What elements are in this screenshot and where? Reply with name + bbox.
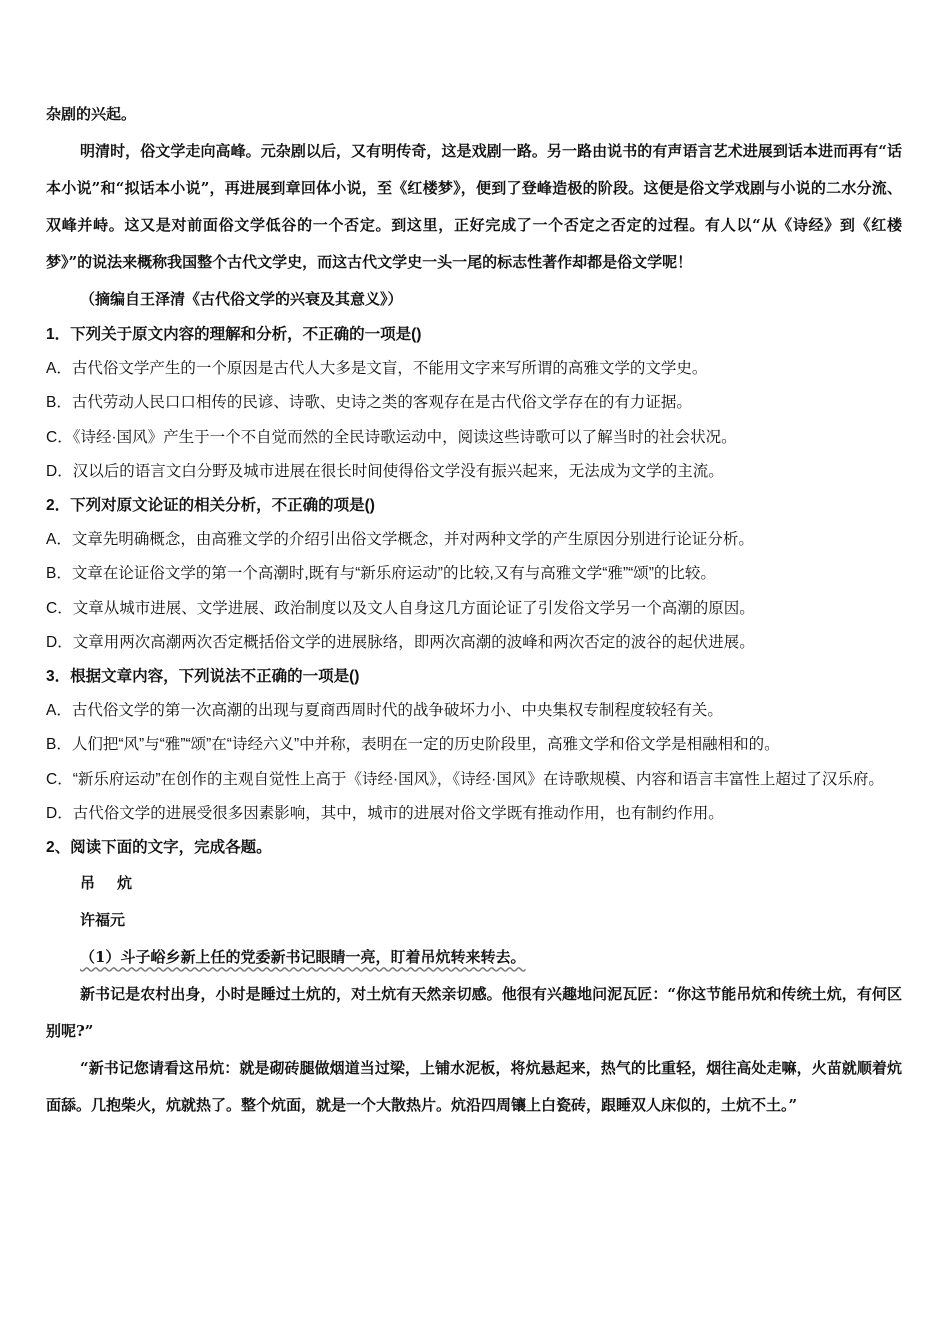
document-page — [46, 96, 902, 1124]
story-author: 许福元 — [80, 911, 126, 930]
question-1 — [46, 318, 902, 489]
section-intro: 2、阅读下面的文字，完成各题。 — [46, 839, 272, 857]
question-option: B．古代劳动人民口口相传的民谚、诗歌、史诗之类的客观存在是古代俗文学存在的有力证据。 — [46, 394, 692, 412]
question-option: C．文章从城市进展、文学进展、政治制度以及文人自身这几方面论证了引发俗文学另一个高潮的原因。 — [46, 599, 755, 617]
question-option: C．《诗经·国风》产生于一个不自觉而然的全民诗歌运动中，阅读这些诗歌可以了解当时的社会状况。 — [46, 428, 737, 446]
passage-source: （摘编自王泽清《古代俗文学的兴衰及其意义》） — [80, 290, 403, 308]
question-option: A．文章先明确概念，由高雅文学的介绍引出俗文学概念，并对两种文学的产生原因分别进行论证分析。 — [46, 531, 754, 549]
question-option: D．古代俗文学的进展受很多因素影响，其中，城市的进展对俗文学既有推动作用，也有制约作用。 — [46, 804, 724, 822]
underlined-sentence: （1）斗子峪乡新上任的党委新书记眼睛一亮，盯着吊炕转来转去。 — [80, 948, 526, 967]
question-option: C．“新乐府运动”在创作的主观自觉性上高于《诗经·国风》，《诗经·国风》在诗歌规模、内容和语言丰富性上超过了汉乐府。 — [46, 770, 884, 788]
question-stem: 1．下列关于原文内容的理解和分析，不正确的一项是() — [46, 326, 422, 343]
question-option: B．文章在论证俗文学的第一个高潮时,既有与“新乐府运动”的比较,又有与高雅文学“雅”“颂”的比较。 — [46, 565, 716, 583]
story-paragraph-2: 新书记是农村出身，小时是睡过土炕的，对土炕有天然亲切感。他很有兴趣地问泥瓦匠：“你这节能吊炕和传统土炕，有何区别呢?” — [46, 985, 902, 1041]
story-paragraph-3: “新书记您请看这吊炕：就是砌砖腿做烟道当过梁，上铺水泥板，将炕悬起来，热气的比重轻，烟往高处走嘛，火苗就顺着炕面舔。几抱柴火，炕就热了。整个炕面，就是一个大散热片。炕沿四周镶上白瓷砖，跟睡双人床似的，土炕不土。” — [46, 1059, 902, 1115]
question-stem: 3．根据文章内容，下列说法不正确的一项是() — [46, 668, 360, 686]
passage-paragraph: 明清时，俗文学走向高峰。元杂剧以后，又有明传奇，这是戏剧一路。另一路由说书的有声语言艺术进展到话本进而再有“话本小说”和“拟话本小说”，再进展到章回体小说，至《红楼梦》，便到了登峰造极的阶段。这便是俗文学戏剧与小说的二水分流、双峰并峙。这又是对前面俗文学低谷的一个否定。到这里，正好完成了一个否定之否定的过程。有人以“从《诗经》到《红楼梦》”的说法来概称我国整个古代文学史，而这古代文学史一头一尾的标志性著作却都是俗文学呢！ — [46, 142, 902, 271]
question-2 — [46, 489, 902, 660]
story-title — [46, 865, 902, 902]
story-title-char-2: 炕 — [117, 874, 133, 893]
story-paragraph-1 — [46, 939, 902, 976]
question-3 — [46, 660, 902, 831]
question-stem: 2．下列对原文论证的相关分析，不正确的项是() — [46, 497, 375, 515]
question-option: A．古代俗文学的第一次高潮的出现与夏商西周时代的战争破坏力小、中央集权专制程度较轻有关。 — [46, 702, 723, 720]
question-option: B．人们把“风”与“雅”“颂”在“诗经六义”中并称，表明在一定的历史阶段里，高雅文学和俗文学是相融相和的。 — [46, 736, 780, 754]
question-option: D．汉以后的语言文白分野及城市进展在很长时间使得俗文学没有振兴起来，无法成为文学的主流。 — [46, 462, 724, 480]
question-option: D．文章用两次高潮两次否定概括俗文学的进展脉络，即两次高潮的波峰和两次否定的波谷的起伏进展。 — [46, 633, 755, 651]
story-title-char-1: 吊 — [80, 874, 96, 893]
question-option: A．古代俗文学产生的一个原因是古代人大多是文盲，不能用文字来写所谓的高雅文学的文学史。 — [46, 360, 708, 378]
passage-line-continuation: 杂剧的兴起。 — [46, 105, 137, 123]
